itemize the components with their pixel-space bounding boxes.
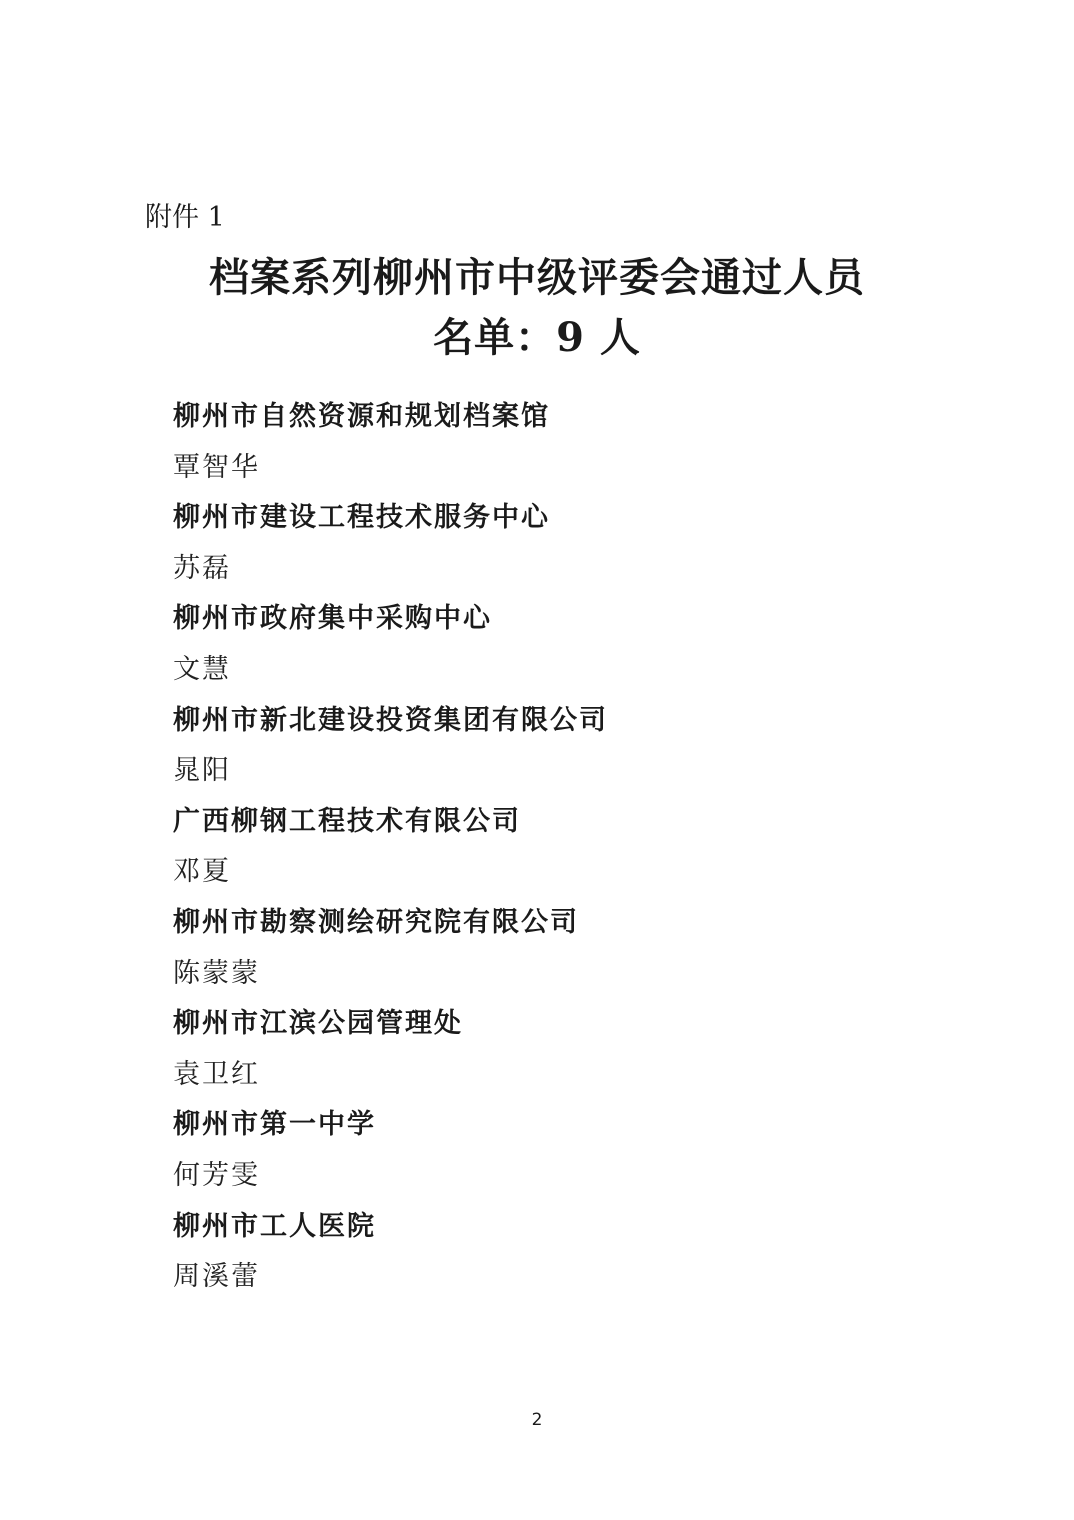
unit-name: 柳州市工人医院 <box>173 1210 376 1242</box>
unit-name: 柳州市政府集中采购中心 <box>173 603 492 635</box>
unit-name: 柳州市勘察测绘研究院有限公司 <box>173 906 579 938</box>
unit-name: 柳州市第一中学 <box>173 1109 376 1141</box>
unit-name: 柳州市新北建设投资集团有限公司 <box>173 704 608 736</box>
unit-name: 柳州市自然资源和规划档案馆 <box>173 401 550 432</box>
document-title-line-1: 档案系列柳州市中级评委会通过人员 <box>209 254 865 301</box>
person-name: 袁卫红 <box>173 1058 260 1090</box>
page-number: 2 <box>531 1410 543 1430</box>
approved-list <box>173 392 973 1303</box>
person-name: 邓夏 <box>173 856 231 888</box>
document-title-line-2: 名单：9 人 <box>433 314 641 361</box>
person-name: 晁阳 <box>173 755 231 787</box>
unit-name: 柳州市建设工程技术服务中心 <box>173 502 550 534</box>
person-name: 何芳雯 <box>173 1159 260 1191</box>
unit-name: 柳州市江滨公园管理处 <box>173 1008 463 1040</box>
person-name: 苏磊 <box>173 552 231 584</box>
attachment-label: 附件 1 <box>145 202 225 233</box>
unit-name: 广西柳钢工程技术有限公司 <box>173 805 521 837</box>
person-name: 陈蒙蒙 <box>173 957 260 989</box>
person-name: 文慧 <box>173 653 231 685</box>
person-name: 覃智华 <box>173 451 260 483</box>
person-name: 周溪蕾 <box>173 1261 260 1293</box>
